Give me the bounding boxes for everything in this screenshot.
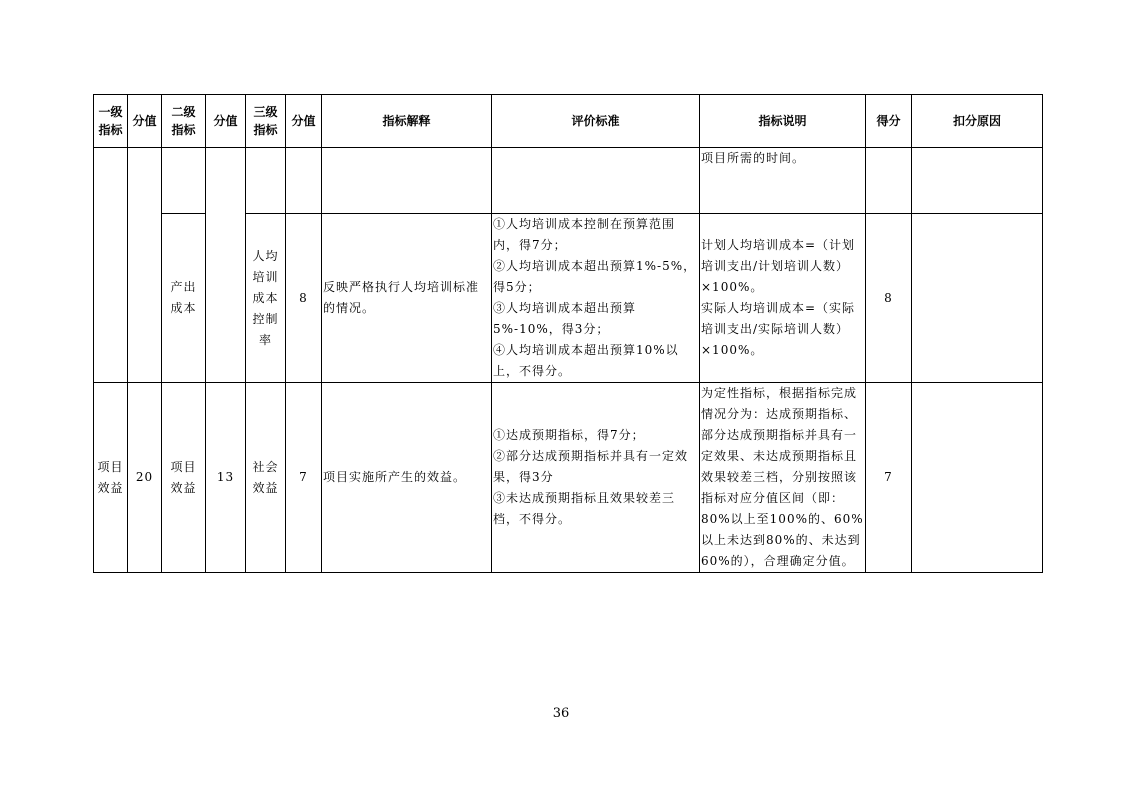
header-score: 得分 [866, 95, 912, 148]
cell-score1-continued [128, 148, 162, 383]
cell-score-continued [866, 148, 912, 214]
cell-score: 8 [866, 214, 912, 383]
cell-score3: 7 [286, 383, 322, 573]
cell-level2-output-cost: 产出 成本 [162, 214, 206, 383]
header-level1: 一级 指标 [94, 95, 128, 148]
cell-score1: 20 [128, 383, 162, 573]
cell-explanation-continued [322, 148, 492, 214]
header-note: 指标说明 [700, 95, 866, 148]
cell-note: 计划人均培训成本=（计划培训支出/计划培训人数）×100%。 实际人均培训成本=（实际培训支出/实际培训人数）×100%。 [700, 214, 866, 383]
table-row [94, 383, 1043, 573]
cell-criteria: ①人均培训成本控制在预算范围内，得7分； ②人均培训成本超出预算1%-5%，得5分； ③人均培训成本超出预算5%-10%，得3分； ④人均培训成本超出预算10%以上，不得分。 [492, 214, 700, 383]
header-score1: 分值 [128, 95, 162, 148]
header-score3: 分值 [286, 95, 322, 148]
cell-score3-continued [286, 148, 322, 214]
table-header-row [94, 95, 1043, 148]
cell-explanation: 反映严格执行人均培训标准的情况。 [322, 214, 492, 383]
cell-score3: 8 [286, 214, 322, 383]
cell-score: 7 [866, 383, 912, 573]
cell-level3-continued [246, 148, 286, 214]
header-explanation: 指标解释 [322, 95, 492, 148]
cell-note: 为定性指标，根据指标完成情况分为：达成预期指标、部分达成预期指标并具有一定效果、未达成预期指标且效果较差三档，分别按照该指标对应分值区间（即：80%以上至100%的、60%以上未达到80%的、未达到60%的），合理确定分值。 [700, 383, 866, 573]
cell-explanation: 项目实施所产生的效益。 [322, 383, 492, 573]
cell-level1-project-benefit: 项目 效益 [94, 383, 128, 573]
header-level2: 二级 指标 [162, 95, 206, 148]
header-level3: 三级 指标 [246, 95, 286, 148]
header-deduction: 扣分原因 [912, 95, 1043, 148]
cell-level3-training-cost: 人均 培训 成本 控制 率 [246, 214, 286, 383]
cell-deduction [912, 383, 1043, 573]
cell-level2-project-benefit: 项目 效益 [162, 383, 206, 573]
cell-criteria-continued [492, 148, 700, 214]
cell-deduction-continued [912, 148, 1043, 214]
header-criteria: 评价标准 [492, 95, 700, 148]
cell-level1-continued [94, 148, 128, 383]
cell-level2-continued [162, 148, 206, 214]
cell-score2-continued [206, 148, 246, 383]
evaluation-table [93, 94, 1043, 573]
page-number: 36 [552, 706, 570, 721]
cell-score2: 13 [206, 383, 246, 573]
cell-criteria: ①达成预期指标，得7分； ②部分达成预期指标并具有一定效果，得3分 ③未达成预期指标且效果较差三档，不得分。 [492, 383, 700, 573]
cell-level3-social-benefit: 社会 效益 [246, 383, 286, 573]
cell-deduction [912, 214, 1043, 383]
header-score2: 分值 [206, 95, 246, 148]
cell-note-continued: 项目所需的时间。 [700, 148, 866, 214]
table-row [94, 148, 1043, 214]
